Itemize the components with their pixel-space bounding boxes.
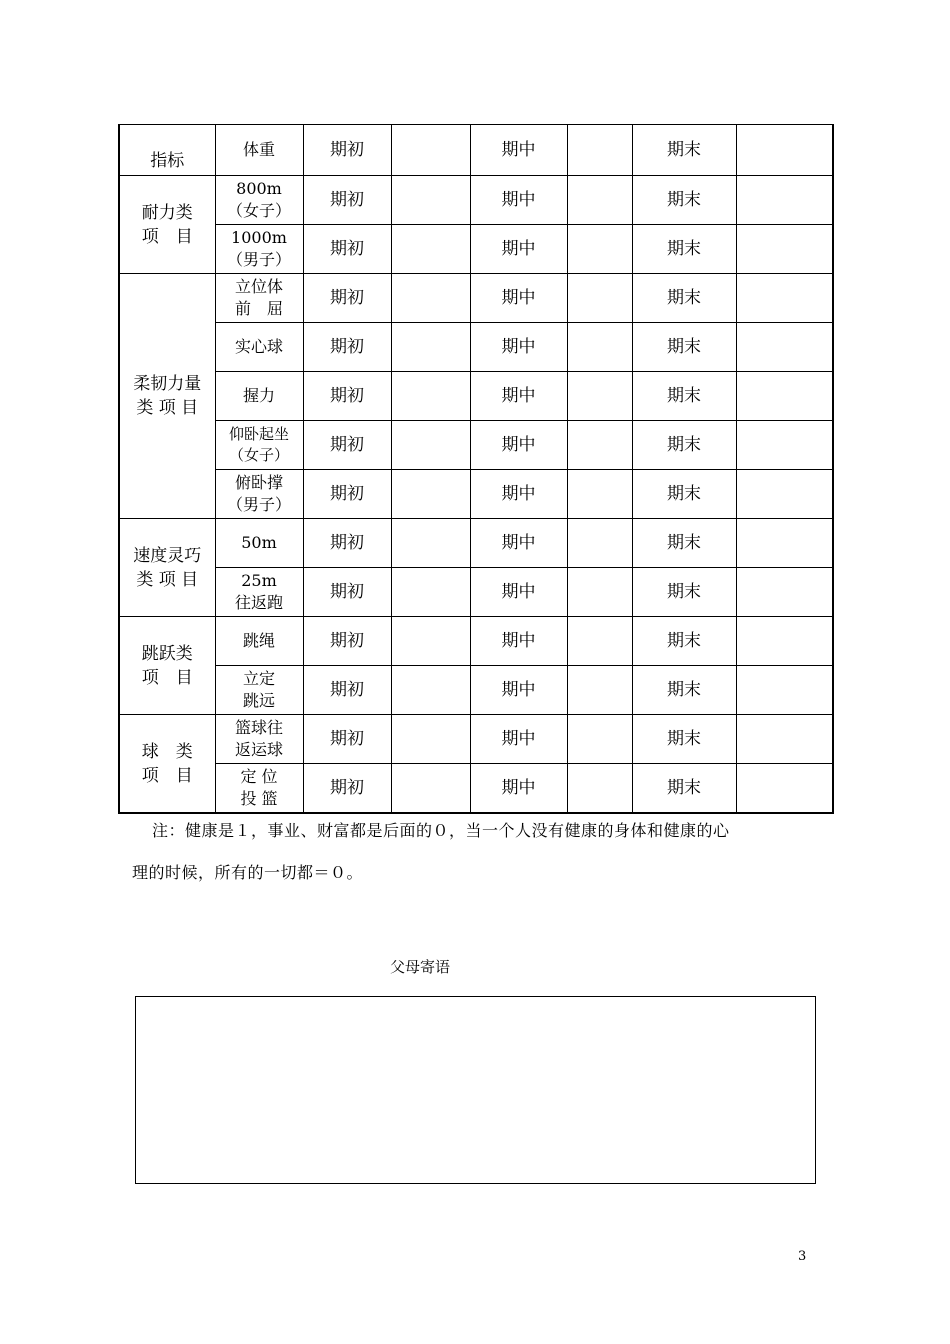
item-name: 1000m （男子） (215, 225, 303, 274)
mid-value-cell[interactable] (567, 568, 632, 617)
mid-label: 期中 (470, 764, 567, 814)
start-label: 期初 (303, 176, 391, 225)
table-row (119, 666, 833, 715)
end-label: 期末 (632, 568, 736, 617)
mid-value-cell[interactable] (567, 666, 632, 715)
end-label: 期末 (632, 421, 736, 470)
end-value-cell[interactable] (736, 372, 833, 421)
start-label: 期初 (303, 372, 391, 421)
start-value-cell[interactable] (391, 666, 470, 715)
parents-message-title: 父母寄语 (390, 958, 451, 976)
end-label: 期末 (632, 176, 736, 225)
end-value-cell[interactable] (736, 519, 833, 568)
start-value-cell[interactable] (391, 764, 470, 814)
end-value-cell[interactable] (736, 715, 833, 764)
start-label: 期初 (303, 568, 391, 617)
header-item: 体重 (215, 125, 303, 176)
end-label: 期末 (632, 715, 736, 764)
start-label: 期初 (303, 225, 391, 274)
table-header-row (119, 125, 833, 176)
end-label: 期末 (632, 323, 736, 372)
end-label: 期末 (632, 519, 736, 568)
item-name: 800m （女子） (215, 176, 303, 225)
start-value-cell[interactable] (391, 519, 470, 568)
item-name: 篮球往 返运球 (215, 715, 303, 764)
table-row (119, 470, 833, 519)
mid-label: 期中 (470, 225, 567, 274)
header-mid-label: 期中 (470, 125, 567, 176)
mid-value-cell[interactable] (567, 715, 632, 764)
start-value-cell[interactable] (391, 470, 470, 519)
item-name: 实心球 (215, 323, 303, 372)
end-value-cell[interactable] (736, 617, 833, 666)
table-row (119, 519, 833, 568)
header-category: 指标 (119, 125, 215, 176)
item-name: 俯卧撑 （男子） (215, 470, 303, 519)
header-mid-cell[interactable] (567, 125, 632, 176)
mid-label: 期中 (470, 274, 567, 323)
end-label: 期末 (632, 666, 736, 715)
start-value-cell[interactable] (391, 421, 470, 470)
parents-message-box[interactable] (135, 996, 816, 1184)
mid-label: 期中 (470, 617, 567, 666)
table-row (119, 176, 833, 225)
note-line-2: 理的时候，所有的一切都＝０。 (132, 863, 364, 882)
mid-value-cell[interactable] (567, 176, 632, 225)
end-value-cell[interactable] (736, 323, 833, 372)
start-label: 期初 (303, 764, 391, 814)
end-label: 期末 (632, 617, 736, 666)
item-name: 25m 往返跑 (215, 568, 303, 617)
item-name: 立位体 前 屈 (215, 274, 303, 323)
start-value-cell[interactable] (391, 323, 470, 372)
start-label: 期初 (303, 519, 391, 568)
end-value-cell[interactable] (736, 421, 833, 470)
mid-value-cell[interactable] (567, 470, 632, 519)
start-label: 期初 (303, 617, 391, 666)
end-value-cell[interactable] (736, 470, 833, 519)
mid-label: 期中 (470, 715, 567, 764)
end-value-cell[interactable] (736, 666, 833, 715)
mid-value-cell[interactable] (567, 372, 632, 421)
end-label: 期末 (632, 764, 736, 814)
item-name: 50m (215, 519, 303, 568)
item-name: 定 位 投 篮 (215, 764, 303, 814)
start-label: 期初 (303, 274, 391, 323)
mid-value-cell[interactable] (567, 274, 632, 323)
end-value-cell[interactable] (736, 274, 833, 323)
table-row (119, 421, 833, 470)
category-ball-games: 球 类 项 目 (119, 715, 215, 814)
mid-label: 期中 (470, 568, 567, 617)
category-jumping: 跳跃类 项 目 (119, 617, 215, 715)
table-row (119, 372, 833, 421)
mid-value-cell[interactable] (567, 225, 632, 274)
mid-value-cell[interactable] (567, 519, 632, 568)
table-row (119, 323, 833, 372)
mid-label: 期中 (470, 519, 567, 568)
mid-label: 期中 (470, 372, 567, 421)
end-value-cell[interactable] (736, 176, 833, 225)
page-number: 3 (798, 1249, 807, 1264)
start-value-cell[interactable] (391, 225, 470, 274)
start-label: 期初 (303, 323, 391, 372)
mid-label: 期中 (470, 176, 567, 225)
header-end-label: 期末 (632, 125, 736, 176)
end-label: 期末 (632, 372, 736, 421)
fitness-record-table (118, 124, 834, 814)
start-value-cell[interactable] (391, 715, 470, 764)
header-start-label: 期初 (303, 125, 391, 176)
mid-value-cell[interactable] (567, 617, 632, 666)
header-end-cell[interactable] (736, 125, 833, 176)
end-label: 期末 (632, 274, 736, 323)
item-name: 握力 (215, 372, 303, 421)
mid-label: 期中 (470, 421, 567, 470)
item-name: 跳绳 (215, 617, 303, 666)
mid-value-cell[interactable] (567, 764, 632, 814)
table-row (119, 715, 833, 764)
category-speed-agility: 速度灵巧 类 项 目 (119, 519, 215, 617)
end-value-cell[interactable] (736, 225, 833, 274)
table-row (119, 617, 833, 666)
start-value-cell[interactable] (391, 176, 470, 225)
start-label: 期初 (303, 666, 391, 715)
table-row (119, 225, 833, 274)
category-endurance: 耐力类 项 目 (119, 176, 215, 274)
table-row (119, 274, 833, 323)
end-value-cell[interactable] (736, 568, 833, 617)
end-value-cell[interactable] (736, 764, 833, 814)
start-value-cell[interactable] (391, 372, 470, 421)
start-label: 期初 (303, 715, 391, 764)
header-start-cell[interactable] (391, 125, 470, 176)
table-row (119, 764, 833, 814)
start-label: 期初 (303, 421, 391, 470)
start-value-cell[interactable] (391, 274, 470, 323)
start-label: 期初 (303, 470, 391, 519)
start-value-cell[interactable] (391, 568, 470, 617)
mid-label: 期中 (470, 470, 567, 519)
end-label: 期末 (632, 225, 736, 274)
mid-label: 期中 (470, 323, 567, 372)
start-value-cell[interactable] (391, 617, 470, 666)
item-name: 立定 跳远 (215, 666, 303, 715)
table-row (119, 568, 833, 617)
mid-value-cell[interactable] (567, 421, 632, 470)
mid-value-cell[interactable] (567, 323, 632, 372)
mid-label: 期中 (470, 666, 567, 715)
item-name: 仰卧起坐 （女子） (215, 421, 303, 470)
end-label: 期末 (632, 470, 736, 519)
note-line-1: 注：健康是１，事业、财富都是后面的０，当一个人没有健康的身体和健康的心 (152, 821, 730, 840)
category-flexibility-strength: 柔韧力量 类 项 目 (119, 274, 215, 519)
